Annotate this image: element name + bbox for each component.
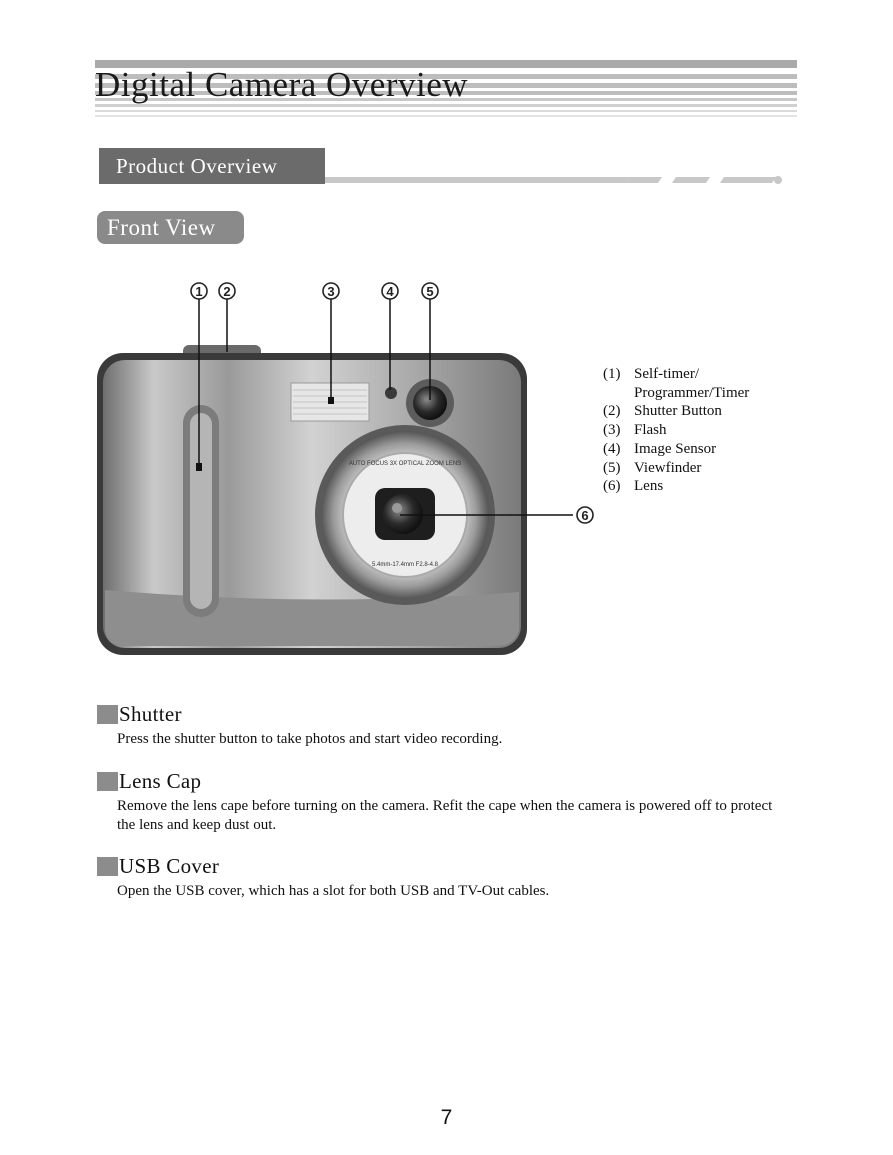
bullet-square [97,772,118,791]
legend-item: (4) Image Sensor [603,440,717,457]
section-heading-lens-cap: Lens Cap [97,769,201,793]
section-tab: Product Overview [99,148,325,184]
callout-5: 5 [426,284,434,299]
camera-front-illustration [95,270,600,665]
page-number: 7 [440,1106,453,1129]
section-text-lens-cap: Remove the lens cape before turning on the camera. Refit the cape when the camera is powered off to protect the lens and keep dust out. [117,798,773,833]
callout-4: 4 [386,284,394,299]
legend-item: Programmer/Timer [634,384,750,401]
section-text-shutter: Press the shutter button to take photos and start video recording. [117,731,503,747]
tab-divider-line [325,177,617,183]
legend-item: (3) Flash [603,422,667,439]
tab-divider-dashes [600,172,790,188]
section-heading-shutter: Shutter [97,702,182,726]
section-text-usb-cover: Open the USB cover, which has a slot for both USB and TV-Out cables. [117,883,550,899]
callout-6: 6 [581,508,589,523]
legend-item: (1) Self-timer/ [603,366,699,382]
bullet-square [97,705,118,724]
legend-item: (6) Lens [603,478,664,495]
bullet-square [97,857,118,876]
lens-label-bottom: 5.4mm-17.4mm F2.8-4.8 [371,562,439,568]
page-title: Digital Camera Overview [95,65,469,104]
front-view-label: Front View [97,211,244,244]
callout-2: 2 [223,284,231,299]
callout-3: 3 [327,284,335,299]
lens-label-top: AUTO FOCUS 3X OPTICAL ZOOM LENS [348,461,462,467]
parts-legend [603,365,749,496]
legend-item: (5) Viewfinder [603,459,702,476]
section-heading-usb-cover: USB Cover [97,854,219,878]
legend-item: (2) Shutter Button [603,403,722,420]
callout-1: 1 [195,284,203,299]
